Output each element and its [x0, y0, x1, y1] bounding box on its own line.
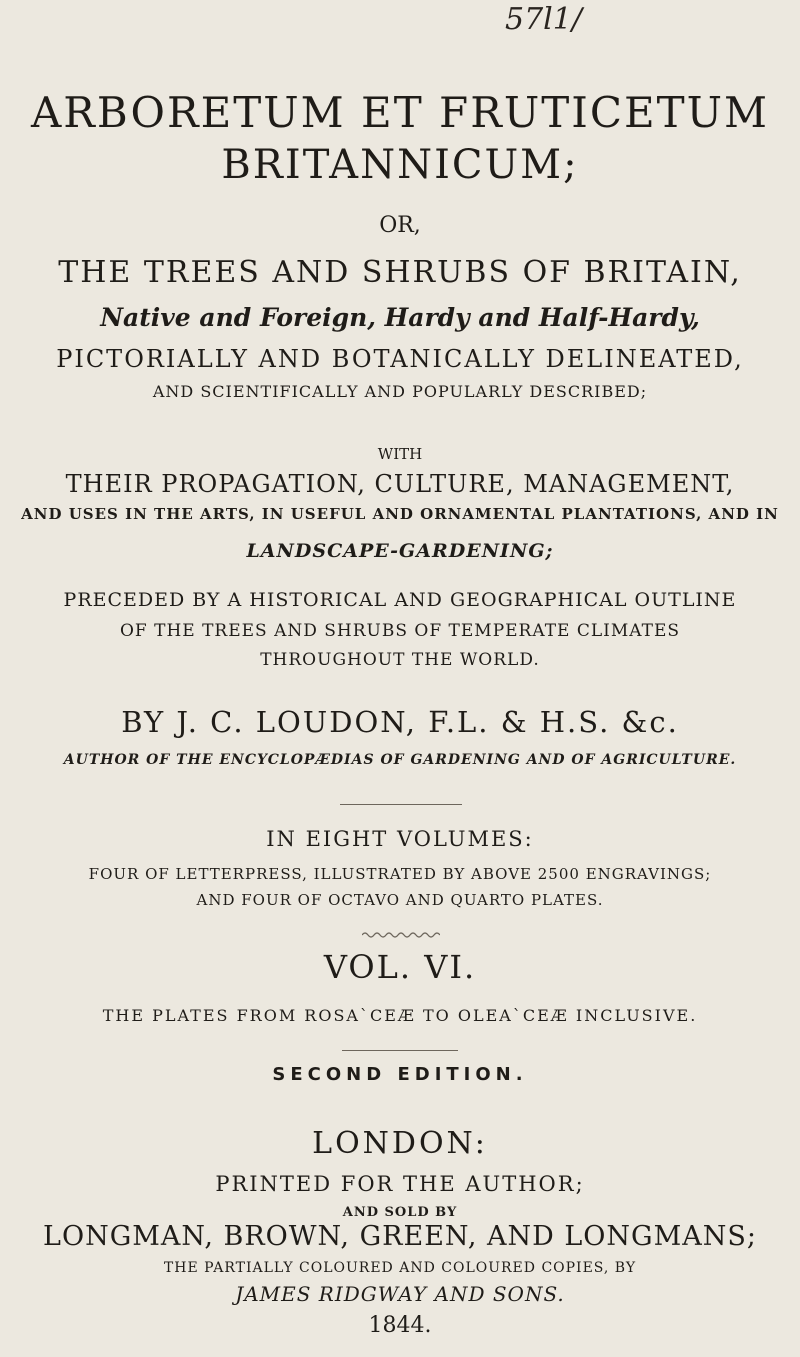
divider-rule-2 — [342, 1050, 458, 1051]
subtitle-trees-shrubs: THE TREES AND SHRUBS OF BRITAIN, — [58, 255, 742, 290]
propagation-line: THEIR PROPAGATION, CULTURE, MANAGEMENT, — [65, 470, 735, 498]
title-line-1: ARBORETUM ET FRUTICETUM — [30, 88, 770, 137]
subtitle-native-foreign: Native and Foreign, Hardy and Half-Hardy, — [100, 303, 700, 332]
title-line-2: BRITANNICUM; — [221, 142, 579, 188]
printed-line: PRINTED FOR THE AUTHOR; — [215, 1172, 585, 1196]
handwritten-shelfmark: 57l1/ — [505, 2, 582, 37]
london-line: LONDON: — [312, 1126, 488, 1161]
preceded-line-2: OF THE TREES AND SHRUBS OF TEMPERATE CLIMATES — [119, 621, 681, 641]
subtitle-described: AND SCIENTIFICALLY AND POPULARLY DESCRIBED; — [152, 382, 648, 401]
volumes-line: IN EIGHT VOLUMES: — [266, 827, 534, 851]
ornament-squiggle — [362, 930, 440, 940]
plates-line: THE PLATES FROM ROSA`CEÆ TO OLEA`CEÆ INCLUSIVE. — [102, 1006, 698, 1025]
volumes-description-2: AND FOUR OF OCTAVO AND QUARTO PLATES. — [196, 891, 604, 909]
volume-number: VOL. VI. — [323, 948, 477, 986]
sold-line: AND SOLD BY — [342, 1205, 458, 1220]
author-line: BY J. C. LOUDON, F.L. & H.S. &c. — [121, 705, 679, 739]
ridgway-line: JAMES RIDGWAY AND SONS. — [235, 1282, 565, 1306]
landscape-line: LANDSCAPE-GARDENING; — [246, 540, 554, 562]
preceded-line-1: PRECEDED BY A HISTORICAL AND GEOGRAPHICAL OUTLINE — [63, 589, 737, 611]
author-description: AUTHOR OF THE ENCYCLOPÆDIAS OF GARDENING AND OF AGRICULTURE. — [63, 752, 737, 768]
year-line: 1844. — [368, 1313, 432, 1338]
or-line: OR, — [379, 213, 421, 238]
edition-line: SECOND EDITION. — [272, 1064, 528, 1085]
divider-rule-1 — [340, 804, 462, 805]
copies-line: THE PARTIALLY COLOURED AND COLOURED COPIES, BY — [163, 1260, 637, 1276]
subtitle-delineated: PICTORIALLY AND BOTANICALLY DELINEATED, — [56, 345, 744, 373]
preceded-line-3: THROUGHOUT THE WORLD. — [260, 650, 540, 670]
uses-line: AND USES IN THE ARTS, IN USEFUL AND ORNAMENTAL PLANTATIONS, AND IN — [21, 505, 779, 523]
with-line: WITH — [377, 445, 423, 463]
publisher-line: LONGMAN, BROWN, GREEN, AND LONGMANS; — [43, 1221, 757, 1252]
volumes-description-1: FOUR OF LETTERPRESS, ILLUSTRATED BY ABOVE 2500 ENGRAVINGS; — [88, 865, 712, 883]
